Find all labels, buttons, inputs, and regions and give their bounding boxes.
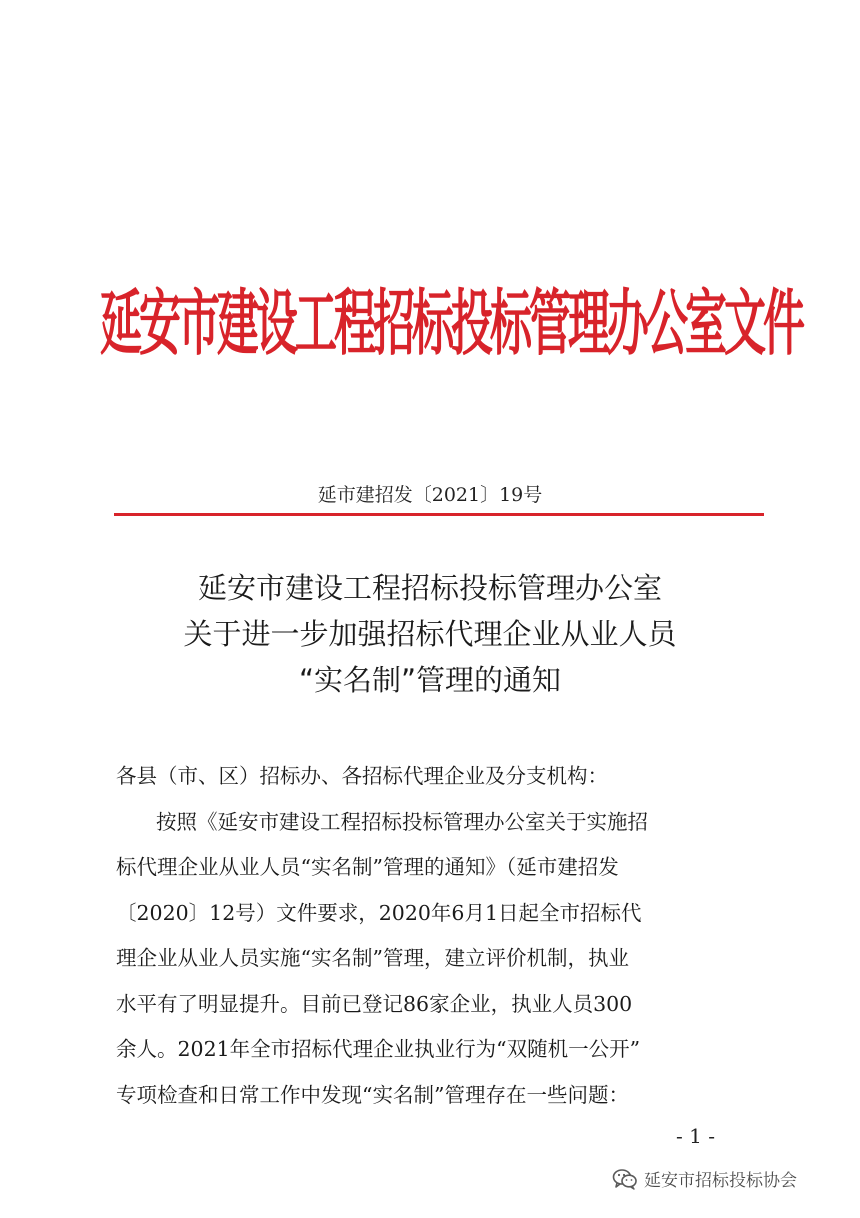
salutation-line: 各县（市、区）招标办、各招标代理企业及分支机构： — [116, 764, 608, 788]
watermark-text: 延安市招标投标协会 — [644, 1171, 797, 1191]
body-line: 专项检查和日常工作中发现“实名制”管理存在一些问题： — [116, 1082, 629, 1107]
notice-title — [0, 565, 860, 703]
red-divider-line — [114, 513, 764, 516]
body-line: 按照《延安市建设工程招标投标管理办公室关于实施招 — [156, 809, 648, 834]
notice-title-line-2: 关于进一步加强招标代理企业从业人员 — [183, 617, 677, 651]
body-line: 余人。2021年全市招标代理企业执业行为“双随机一公开” — [116, 1037, 641, 1061]
body-line: 水平有了明显提升。目前已登记86家企业，执业人员300 — [116, 991, 633, 1016]
notice-body — [116, 754, 752, 1118]
body-line: 标代理企业从业人员“实名制”管理的通知》（延市建招发 — [116, 855, 619, 879]
body-line: 〔2020〕12号）文件要求，2020年6月1日起全市招标代 — [116, 900, 642, 925]
body-line: 理企业从业人员实施“实名制”管理，建立评价机制，执业 — [116, 946, 629, 970]
page-number: - 1 - — [676, 1124, 715, 1148]
notice-title-line-1: 延安市建设工程招标投标管理办公室 — [197, 571, 662, 605]
source-watermark — [612, 1166, 797, 1191]
wechat-icon — [612, 1168, 638, 1190]
notice-title-line-3: “实名制”管理的通知 — [298, 663, 562, 697]
document-header-title: 延安市建设工程招标投标管理办公室文件 — [100, 281, 803, 365]
document-number: 延市建招发〔2021〕19号 — [317, 484, 543, 506]
